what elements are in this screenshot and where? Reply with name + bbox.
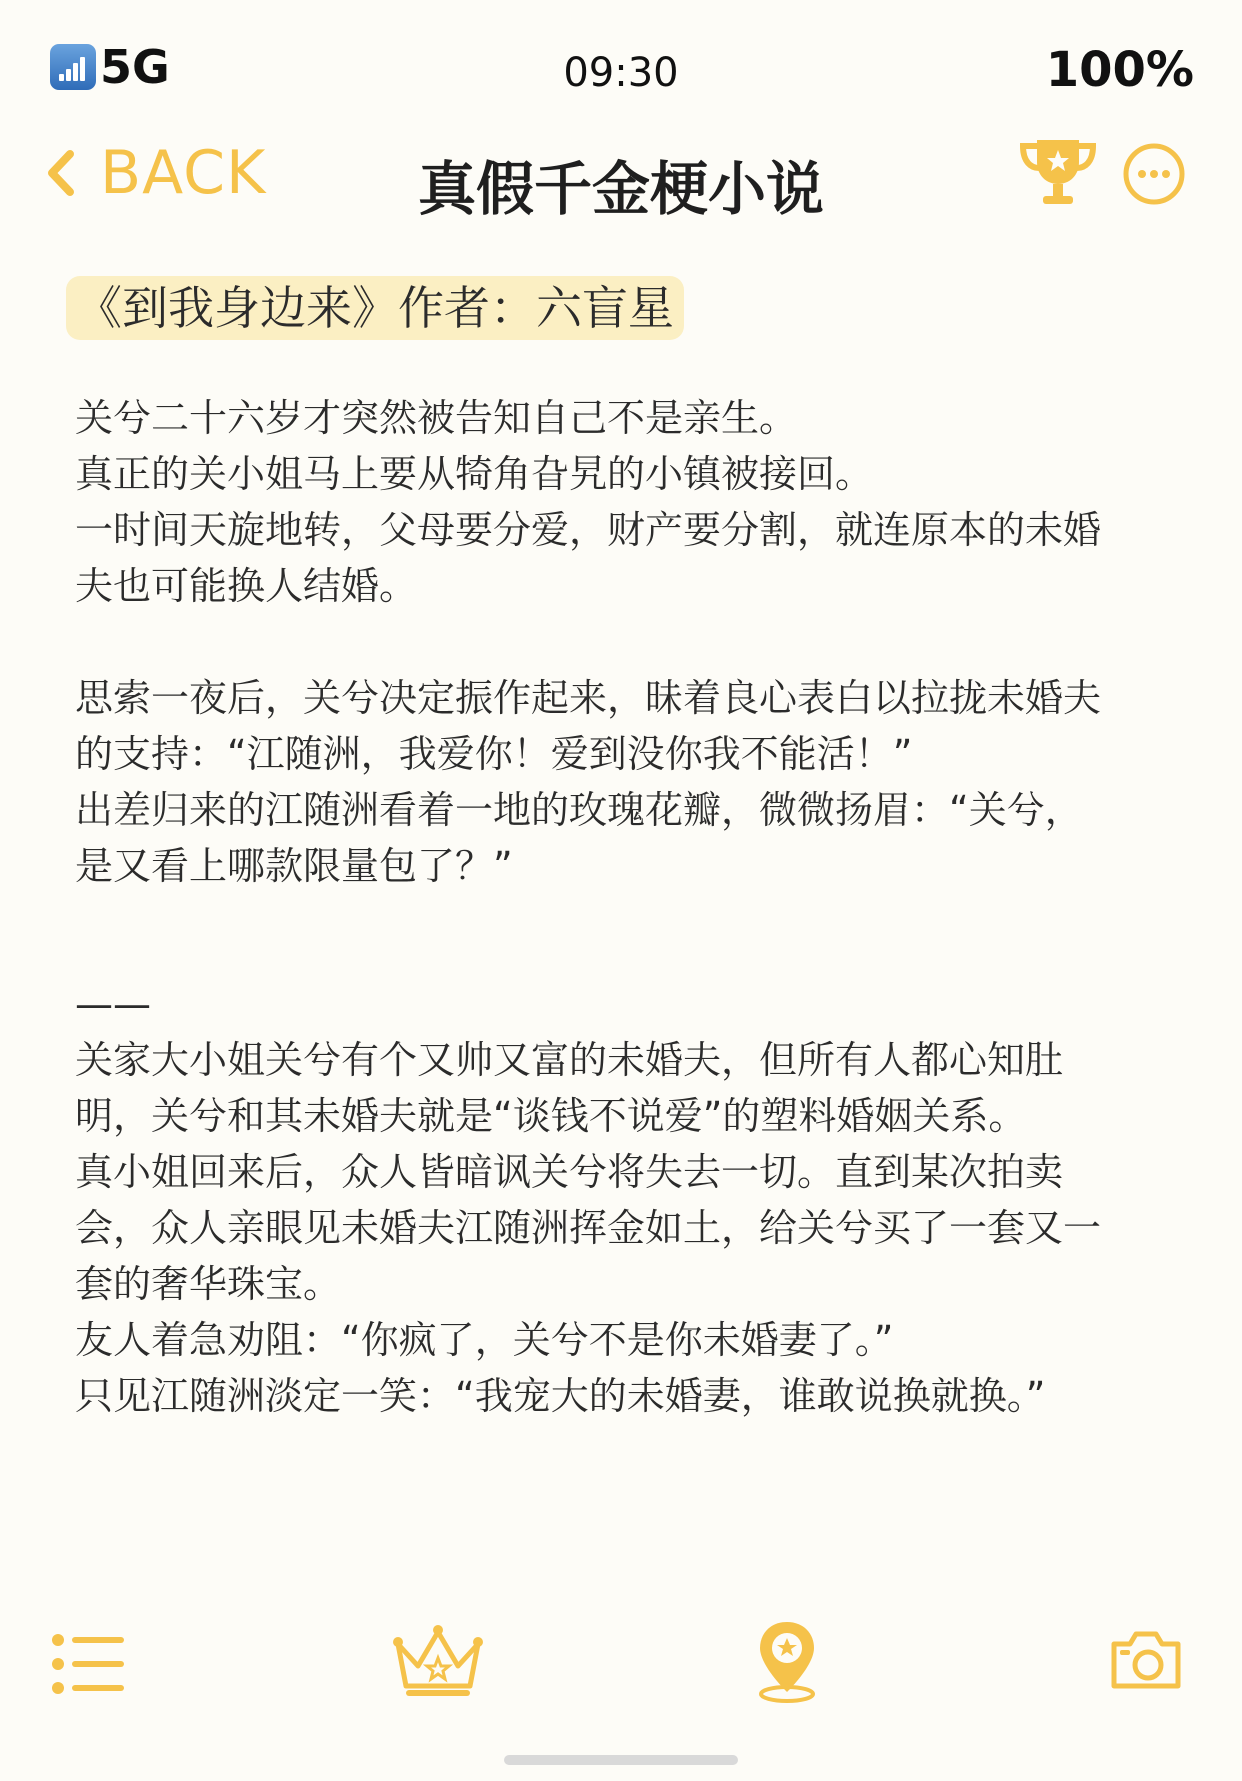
paragraph [75, 390, 1175, 614]
text-line: 出差归来的江随洲看着一地的玫瑰花瓣，微微扬眉：“关兮， [75, 788, 1083, 832]
text-line: 真正的关小姐马上要从犄角旮旯的小镇被接回。 [75, 452, 874, 496]
text-line: 是又看上哪款限量包了？” [75, 844, 513, 888]
book-heading: 《到我身边来》作者：六盲星 [66, 276, 684, 340]
paragraph [75, 976, 1175, 1424]
text-line: 关兮二十六岁才突然被告知自己不是亲生。 [75, 396, 798, 440]
text-line: 一时间天旋地转，父母要分爱，财产要分割，就连原本的未婚 [75, 508, 1102, 552]
text-line: 友人着急劝阻：“你疯了，关兮不是你未婚妻了。” [75, 1318, 894, 1362]
paragraph [75, 670, 1175, 894]
tab-location[interactable] [752, 1618, 822, 1708]
home-indicator [504, 1755, 738, 1765]
text-line: 只见江随洲淡定一笑：“我宠大的未婚妻，谁敢说换就换。” [75, 1374, 1046, 1418]
status-bar [0, 0, 1242, 120]
text-line: 套的奢华珠宝。 [75, 1262, 342, 1306]
tab-crown[interactable] [388, 1624, 488, 1704]
page-title: 真假千金梗小说 [417, 155, 824, 223]
navigation-bar [0, 120, 1242, 230]
more-button[interactable] [1122, 142, 1186, 210]
text-line: 明，关兮和其未婚夫就是“谈钱不说爱”的塑料婚姻关系。 [75, 1094, 1027, 1138]
back-label: BACK [100, 138, 267, 208]
article-body [75, 390, 1175, 1480]
text-line: 关家大小姐关兮有个又帅又富的未婚夫，但所有人都心知肚 [75, 1038, 1064, 1082]
battery-level: 100% [1045, 42, 1194, 98]
more-icon [1122, 142, 1186, 206]
status-time: 09:30 [563, 50, 679, 96]
text-line: 真小姐回来后，众人皆暗讽关兮将失去一切。直到某次拍卖 [75, 1150, 1064, 1194]
section-divider: —— [75, 982, 151, 1026]
text-line: 的支持：“江随洲，我爱你！爱到没你我不能活！” [75, 732, 913, 776]
bottom-tab-bar [0, 1610, 1242, 1720]
text-line: 夫也可能换人结婚。 [75, 564, 418, 608]
network-type: 5G [100, 40, 170, 94]
text-line: 会，众人亲眼见未婚夫江随洲挥金如土，给关兮买了一套又一 [75, 1206, 1102, 1250]
crown-icon [388, 1624, 488, 1700]
location-pin-icon [752, 1618, 822, 1704]
text-line: 思索一夜后，关兮决定振作起来，昧着良心表白以拉拢未婚夫 [75, 676, 1102, 720]
list-icon [50, 1632, 126, 1696]
trophy-button[interactable] [1015, 132, 1101, 216]
camera-icon [1108, 1628, 1184, 1692]
trophy-icon [1015, 132, 1101, 212]
tab-list[interactable] [50, 1632, 126, 1700]
tab-camera[interactable] [1108, 1628, 1184, 1696]
